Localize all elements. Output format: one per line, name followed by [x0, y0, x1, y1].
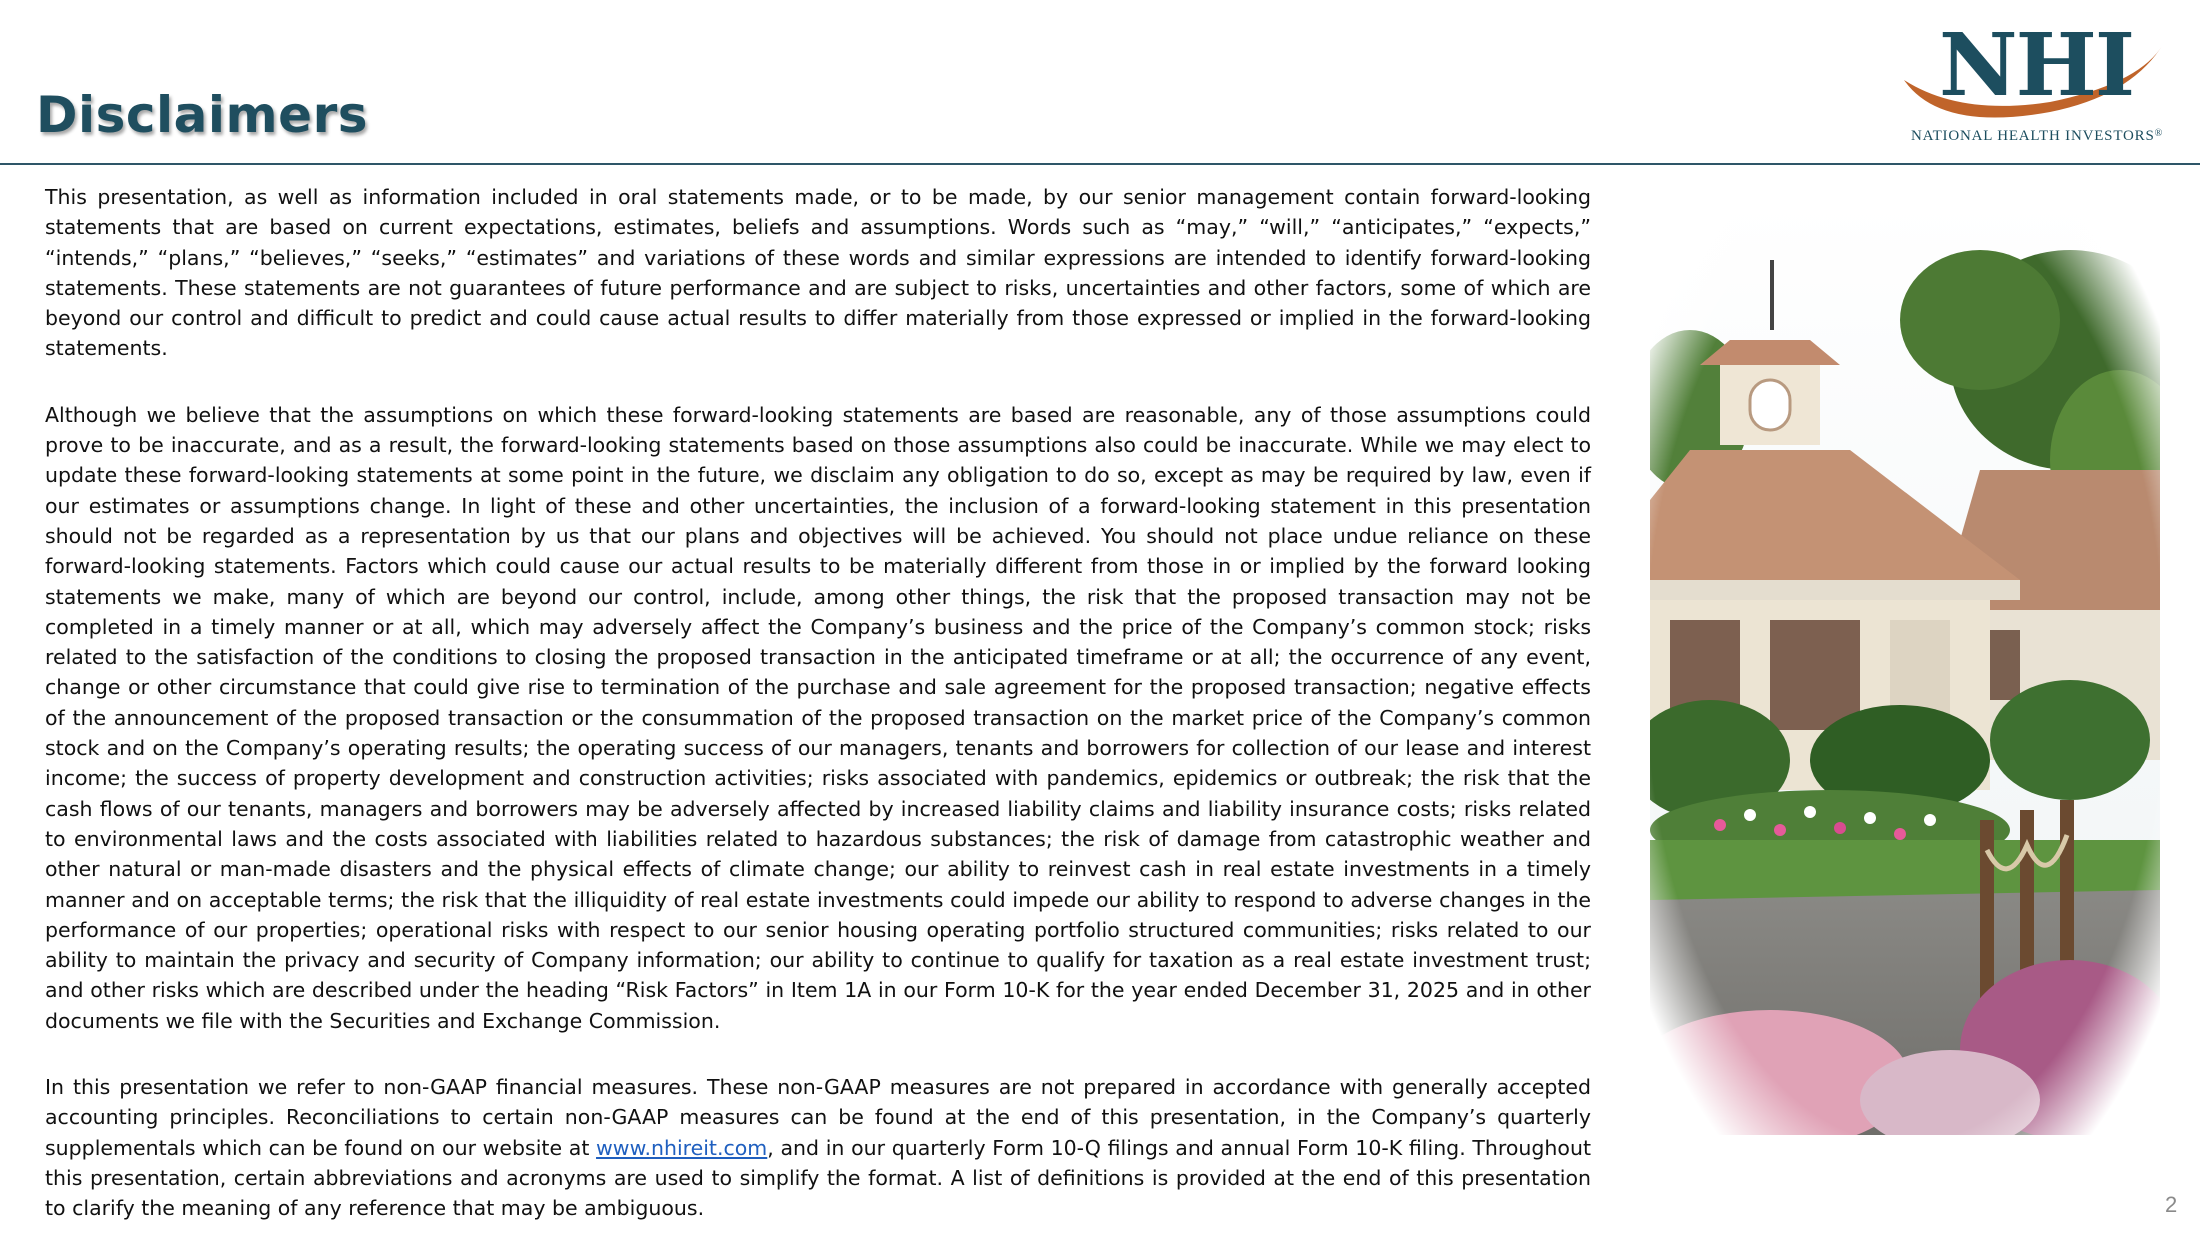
page-number: 2 [2165, 1192, 2178, 1217]
logo-wordmark: NHI [1938, 15, 2134, 116]
disclaimer-body [45, 182, 1591, 1224]
community-building-photo [1650, 200, 2160, 1135]
risk-factors-paragraph: Although we believe that the assumptions on which these forward-looking statements are based are reasonable, any of those assumptions could prove to be inaccurate, and as a result, the forward-looking statements based on those assumptions also could be inaccurate. While we may elect to update these forward-looking statements at some point in the future, we disclaim any obligation to do so, except as may be required by law, even if our estimates or assumptions change. In light of these and other uncertainties, the inclusion of a forward-looking statement in this presentation should not be regarded as a representation by us that our plans and objectives will be achieved. You should not place undue reliance on these forward-looking statements. Factors which could cause our actual results to be materially different from those in or implied by the forward looking statements we make, many of which are beyond our control, include, among other things, the risk that the proposed transaction may not be completed in a timely manner or at all, which may adversely affect the Company’s business and the price of the Company’s common stock; risks related to the satisfaction of the conditions to closing the proposed transaction in the anticipated timeframe or at all; the occurrence of any event, change or other circumstance that could give rise to termination of the purchase and sale agreement for the proposed transaction; negative effects of the announcement of the proposed transaction or the consummation of the proposed transaction on the market price of the Company’s common stock and on the Company’s operating results; the operating success of our managers, tenants and borrowers for collection of our lease and interest income; the success of property development and construction activities; risks associated with pandemics, epidemics or outbreak; the risk that the cash flows of our tenants, managers and borrowers may be adversely affected by increased liability claims and liability insurance costs; risks related to environmental laws and the costs associated with liabilities related to hazardous substances; the risk of damage from catastrophic weather and other natural or man-made disasters and the physical effects of climate change; our ability to reinvest cash in real estate investments in a timely manner and on acceptable terms; the risk that the illiquidity of real estate investments could impede our ability to respond to adverse changes in the performance of our properties; operational risks with respect to our senior housing operating portfolio structured communities; risks related to our ability to maintain the privacy and security of Company information; our ability to continue to qualify for taxation as a real estate investment trust; and other risks which are described under the heading “Risk Factors” in Item 1A in our Form 10-K for the year ended December 31, 2025 and in other documents we file with the Securities and Exchange Commission. [45, 402, 1591, 1033]
logo-subtitle: NATIONAL HEALTH INVESTORS® [1910, 128, 2163, 144]
header-divider [0, 163, 2200, 165]
forward-looking-paragraph: This presentation, as well as information included in oral statements made, or to be made, by our senior management contain forward-looking statements that are based on current expectations, estimates, beliefs and assumptions. Words such as “may,” “will,” “anticipates,” “expects,” “intends,” “plans,” “believes,” “seeks,” “estimates” and variations of these words and similar expressions are intended to identify forward-looking statements. These statements are not guarantees of future performance and are subject to risks, uncertainties and other factors, some of which are beyond our control and difficult to predict and could cause actual results to differ materially from those expressed or implied in the forward-looking statements. [45, 185, 1591, 361]
website-link[interactable]: www.nhireit.com [596, 1135, 768, 1160]
page-title: Disclaimers [36, 86, 368, 144]
nhi-logo [1900, 15, 2176, 150]
non-gaap-paragraph: In this presentation we refer to non-GAAP financial measures. These non-GAAP measures are not prepared in accordance with generally accepted accounting principles. Reconciliations to certain non-GAAP measures can be found at the end of this presentation, in the Company’s quarterly supplementals which can be found on our website at www.nhireit.com, and in our quarterly Form 10-Q filings and annual Form 10-K filing. Throughout this presentation, certain abbreviations and acronyms are used to simplify the format. A list of definitions is provided at the end of this presentation to clarify the meaning of any reference that may be ambiguous. [45, 1075, 1591, 1221]
